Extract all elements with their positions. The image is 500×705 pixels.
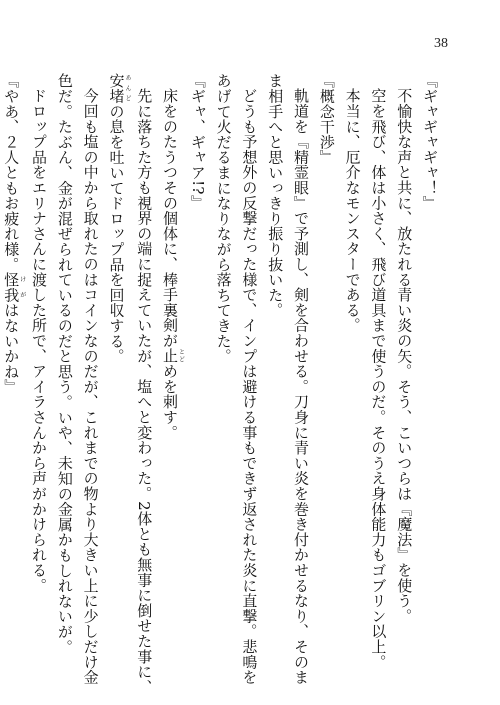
text-line: 不愉快な声と共に、放たれる青い炎の矢。そう、こいつらは『魔法』を使う。: [395, 88, 414, 624]
text-line: 『ギャギャギャ！』: [421, 73, 439, 211]
text-line: 『やあ、２人ともお疲れ様。怪我けがはないかね』: [2, 73, 26, 395]
text-line: 『ギャ、ギャア!?』: [188, 73, 207, 211]
text-line: あげて火だるまになりながら落ちてきた。: [214, 73, 233, 364]
text-line: 色だ。たぶん、金が混ぜられているのだと思う。いや、未知の金属かもしれないが。: [55, 73, 74, 655]
text-line: 先に落ちた方も視界の端に捉えていたが、塩へと変わった。2体とも無事に倒せた事に、: [135, 88, 154, 695]
page-number: 38: [434, 36, 448, 51]
vertical-text-body: [0, 73, 442, 695]
text-line: ま相手へと思いっきり振り抜いた。: [266, 73, 285, 318]
text-line: 空を飛び、体は小さく、飛び道具まで使うのだ。そのうえ身体能力もゴブリン以上。: [369, 88, 388, 670]
text-line: ドロップ品をエリナさんに渡した所で、アイラさんから声がかけられる。: [30, 88, 49, 593]
furigana: 安堵あんど: [107, 73, 131, 104]
furigana: 怪我けが: [2, 271, 26, 303]
text-line: 安堵あんどの息を吐いてドロップ品を回収する。: [107, 73, 131, 364]
text-line: 今回も塩の中から取れたのはコインなのだが、これまでの物より大きい上に少しだけ金: [81, 88, 100, 685]
furigana: 止とど: [161, 348, 185, 364]
text-line: 床をのたうつその個体に、棒手裏剣が止とどめを刺す。: [161, 88, 185, 440]
text-line: 本当に、厄介なモンスターである。: [343, 88, 362, 333]
text-line: どうも予想外の反撃だった様で、インプは避ける事もできず返された炎に直撃。悲鳴を: [240, 88, 259, 685]
text-line: 『概念干渉』: [317, 73, 336, 165]
text-line: 軌道を『精霊眼』で予測し、剣を合わせる。刀身に青い炎を巻き付かせるなり、そのま: [292, 88, 311, 685]
